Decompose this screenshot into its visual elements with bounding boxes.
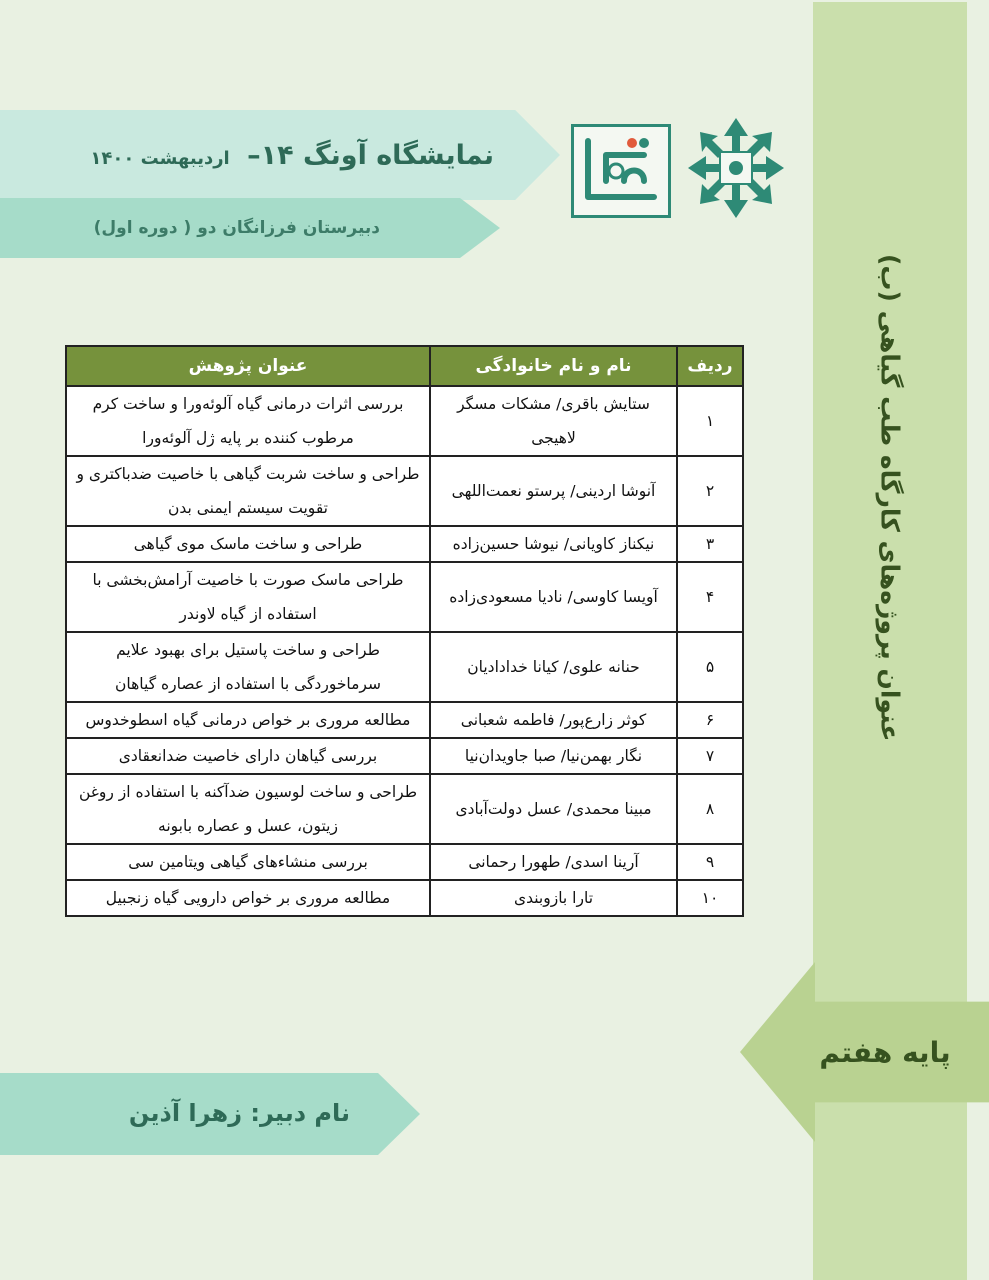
row-title: بررسی منشاءهای گیاهی ویتامین سی [66, 844, 430, 880]
row-title: طراحی ماسک صورت با خاصیت آرامش‌بخشی با استفاده از گیاه لاوندر [66, 562, 430, 632]
row-title: طراحی و ساخت پاستیل برای بهبود علایم سرماخوردگی با استفاده از عصاره گیاهان [66, 632, 430, 702]
row-name: آنوشا اردینی/ پرستو نعمت‌اللهی [430, 456, 677, 526]
row-name: حنانه علوی/ کیانا خدادادیان [430, 632, 677, 702]
row-title: طراحی و ساخت لوسیون ضدآکنه با استفاده از روغن زیتون، عسل و عصاره بابونه [66, 774, 430, 844]
row-num: ۱ [677, 386, 743, 456]
row-num: ۴ [677, 562, 743, 632]
table-row [66, 456, 743, 526]
exhibition-name: نمایشگاه آونگ ۱۴– [247, 140, 494, 171]
table-row [66, 526, 743, 562]
teacher-name: نام دبیر: زهرا آذین [128, 1099, 350, 1127]
exhibition-title [14, 128, 494, 184]
exhibition-date: اردیبهشت ۱۴۰۰ [90, 148, 230, 169]
school-name: دبیرستان فرزانگان دو ( دوره اول) [93, 218, 380, 238]
table-header-row [66, 346, 743, 386]
row-num: ۵ [677, 632, 743, 702]
row-num: ۲ [677, 456, 743, 526]
workshop-title-text: عنوان پروژه‌های کارگاه طب گیاهی (ب) [875, 253, 905, 742]
table-row [66, 774, 743, 844]
row-num: ۳ [677, 526, 743, 562]
header-num: ردیف [677, 346, 743, 386]
farzanegan-emblem-icon [688, 118, 784, 218]
workshop-title [795, 235, 985, 760]
row-name: نیکناز کاویانی/ نیوشا حسین‌زاده [430, 526, 677, 562]
table-row [66, 702, 743, 738]
grade-label: پایه هفتم [819, 1036, 951, 1069]
avang-logo-icon [571, 124, 671, 218]
row-num: ۸ [677, 774, 743, 844]
table-row [66, 562, 743, 632]
row-title: مطالعه مروری بر خواص درمانی گیاه اسطوخدوس [66, 702, 430, 738]
row-title: بررسی اثرات درمانی گیاه آلوئه‌ورا و ساخت کرم مرطوب کننده بر پایه ژل آلوئه‌ورا [66, 386, 430, 456]
row-name: تارا بازوبندی [430, 880, 677, 916]
table-row [66, 386, 743, 456]
row-num: ۶ [677, 702, 743, 738]
row-name: آرینا اسدی/ طهورا رحمانی [430, 844, 677, 880]
row-num: ۹ [677, 844, 743, 880]
row-name: نگار بهمن‌نیا/ صبا جاویدان‌نیا [430, 738, 677, 774]
row-name: ستایش باقری/ مشکات مسگر لاهیجی [430, 386, 677, 456]
row-name: آویسا کاوسی/ نادیا مسعودی‌زاده [430, 562, 677, 632]
header-title: عنوان پژوهش [66, 346, 430, 386]
table-row [66, 738, 743, 774]
row-title: طراحی و ساخت ماسک موی گیاهی [66, 526, 430, 562]
projects-table [65, 345, 742, 917]
row-title: بررسی گیاهان دارای خاصیت ضدانعقادی [66, 738, 430, 774]
row-num: ۱۰ [677, 880, 743, 916]
row-name: کوثر زارع‌پور/ فاطمه شعبانی [430, 702, 677, 738]
row-name: مبینا محمدی/ عسل دولت‌آبادی [430, 774, 677, 844]
table-row [66, 632, 743, 702]
row-title: طراحی و ساخت شربت گیاهی با خاصیت ضدباکتری و تقویت سیستم ایمنی بدن [66, 456, 430, 526]
table-row [66, 844, 743, 880]
row-title: مطالعه مروری بر خواص دارویی گیاه زنجبیل [66, 880, 430, 916]
row-num: ۷ [677, 738, 743, 774]
header-name: نام و نام خانوادگی [430, 346, 677, 386]
table-row [66, 880, 743, 916]
